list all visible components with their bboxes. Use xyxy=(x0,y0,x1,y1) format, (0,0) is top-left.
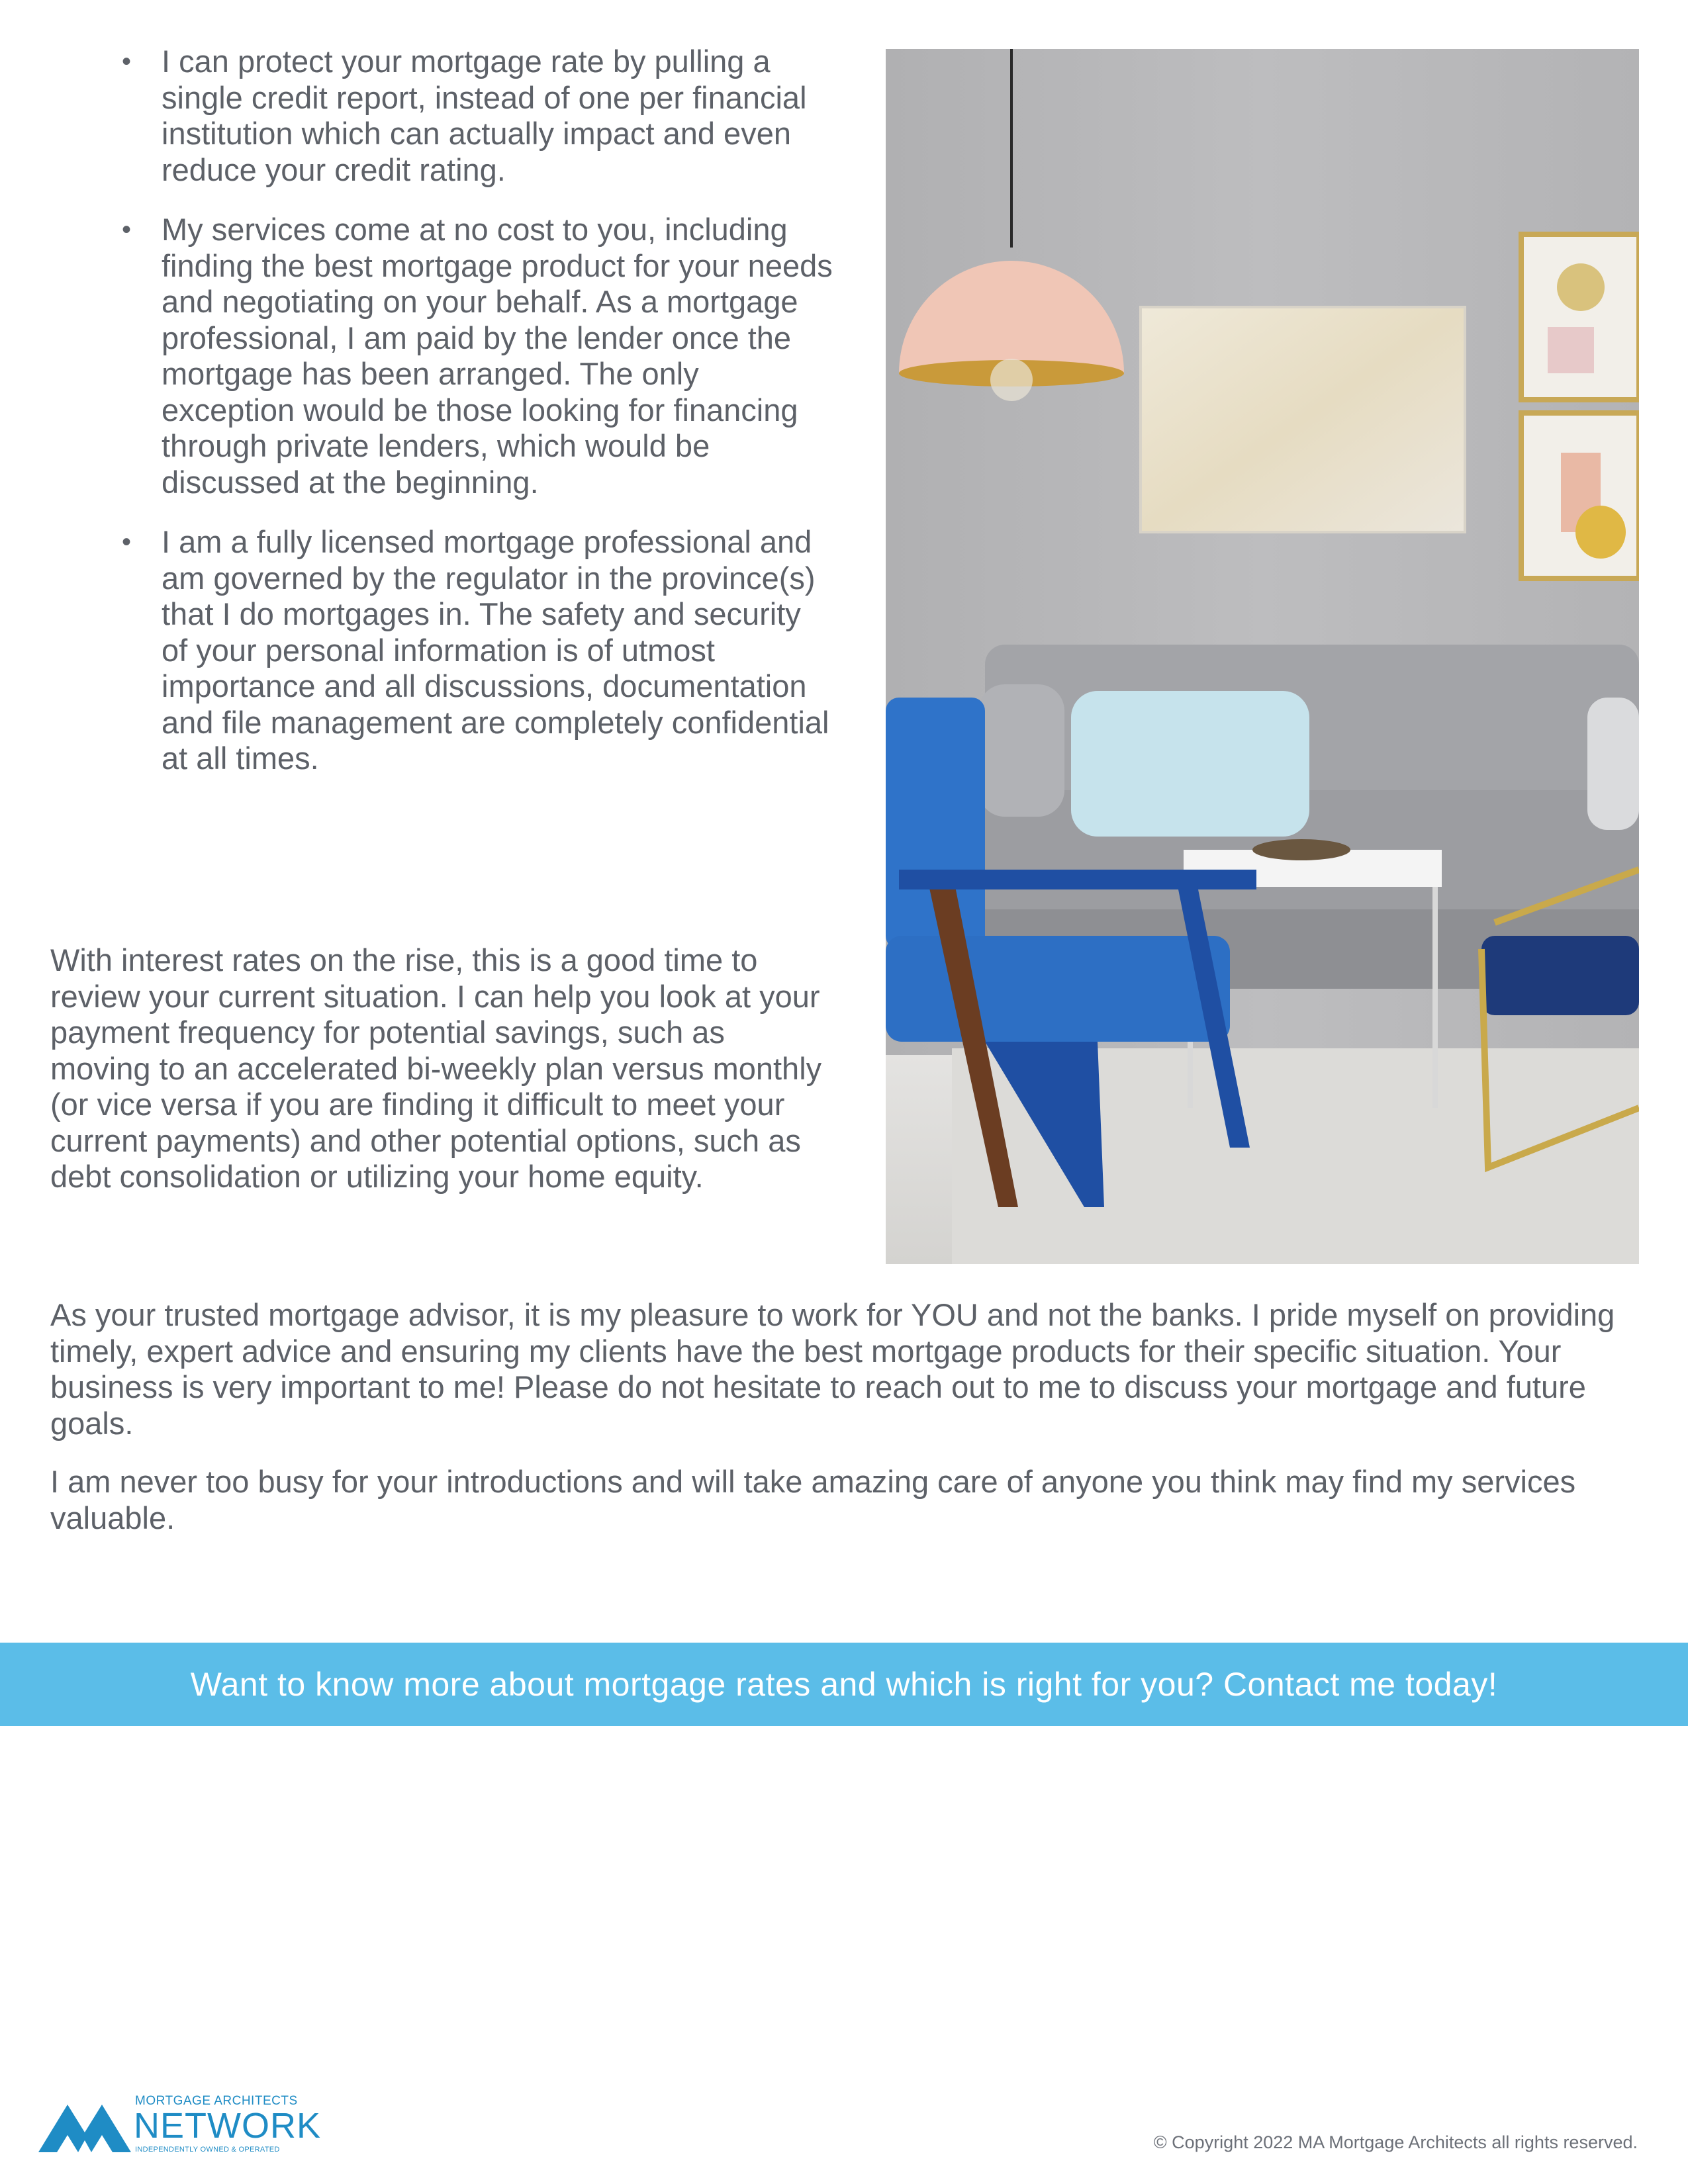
cta-banner[interactable] xyxy=(0,1643,1688,1726)
bullet-item xyxy=(119,44,834,188)
bullet-dot: • xyxy=(122,215,132,244)
copyright-notice: © Copyright 2022 MA Mortgage Architects all rights reserved. xyxy=(1153,2132,1638,2152)
advisor-paragraph: As your trusted mortgage advisor, it is my pleasure to work for YOU and not the banks. I pride myself on providing timely, expert advice and ensuring my clients have the best mortgage products for their specific situation. Your business is very important to me! Please do not hesitate to reach out to me to discuss your mortgage and future goals. xyxy=(50,1297,1615,1441)
ma-logo-icon xyxy=(38,2097,131,2152)
bullet-item xyxy=(119,212,834,500)
bullet-text: My services come at no cost to you, including finding the best mortgage product for your needs and negotiating on your behalf. As a mortgage professional, I am paid by the lender once the mortgage has been arranged. The only exception would be those looking for financing through private lenders, which would be discussed at the beginning. xyxy=(162,212,833,500)
mortgage-architects-logo xyxy=(38,2091,321,2155)
logo-main-text: NETWORK xyxy=(134,2106,321,2146)
living-room-illustration xyxy=(886,49,1639,1264)
introductions-paragraph: I am never too busy for your introductions and will take amazing care of anyone you think may find my services valuable. xyxy=(50,1464,1576,1535)
interest-rates-paragraph: With interest rates on the rise, this is a good time to review your current situation. I can help you look at your payment frequency for potential savings, such as moving to an accelerated bi-weekly plan versus monthly (or vice versa if you are finding it difficult to meet your current payments) and other potential options, such as debt consolidation or utilizing your home equity. xyxy=(50,942,822,1194)
cta-text[interactable]: Want to know more about mortgage rates and which is right for you? Contact me today! xyxy=(190,1666,1498,1703)
logo-sub-text: INDEPENDENTLY OWNED & OPERATED xyxy=(135,2146,280,2154)
bullet-list xyxy=(119,44,834,801)
bullet-text: I can protect your mortgage rate by pulling a single credit report, instead of one per financial institution which can actually impact and even reduce your credit rating. xyxy=(162,44,807,187)
logo-top-text: MORTGAGE ARCHITECTS xyxy=(135,2094,298,2108)
living-room-photo xyxy=(886,49,1639,1264)
bullet-dot: • xyxy=(122,527,132,557)
bullet-text: I am a fully licensed mortgage professional and am governed by the regulator in the province(s) that I do mortgages in. The safety and security of your personal information is of utmost importance and all discussions, documentation and file management are completely confidential at all times. xyxy=(162,524,829,776)
bullet-dot: • xyxy=(122,47,132,76)
bullet-item xyxy=(119,524,834,777)
